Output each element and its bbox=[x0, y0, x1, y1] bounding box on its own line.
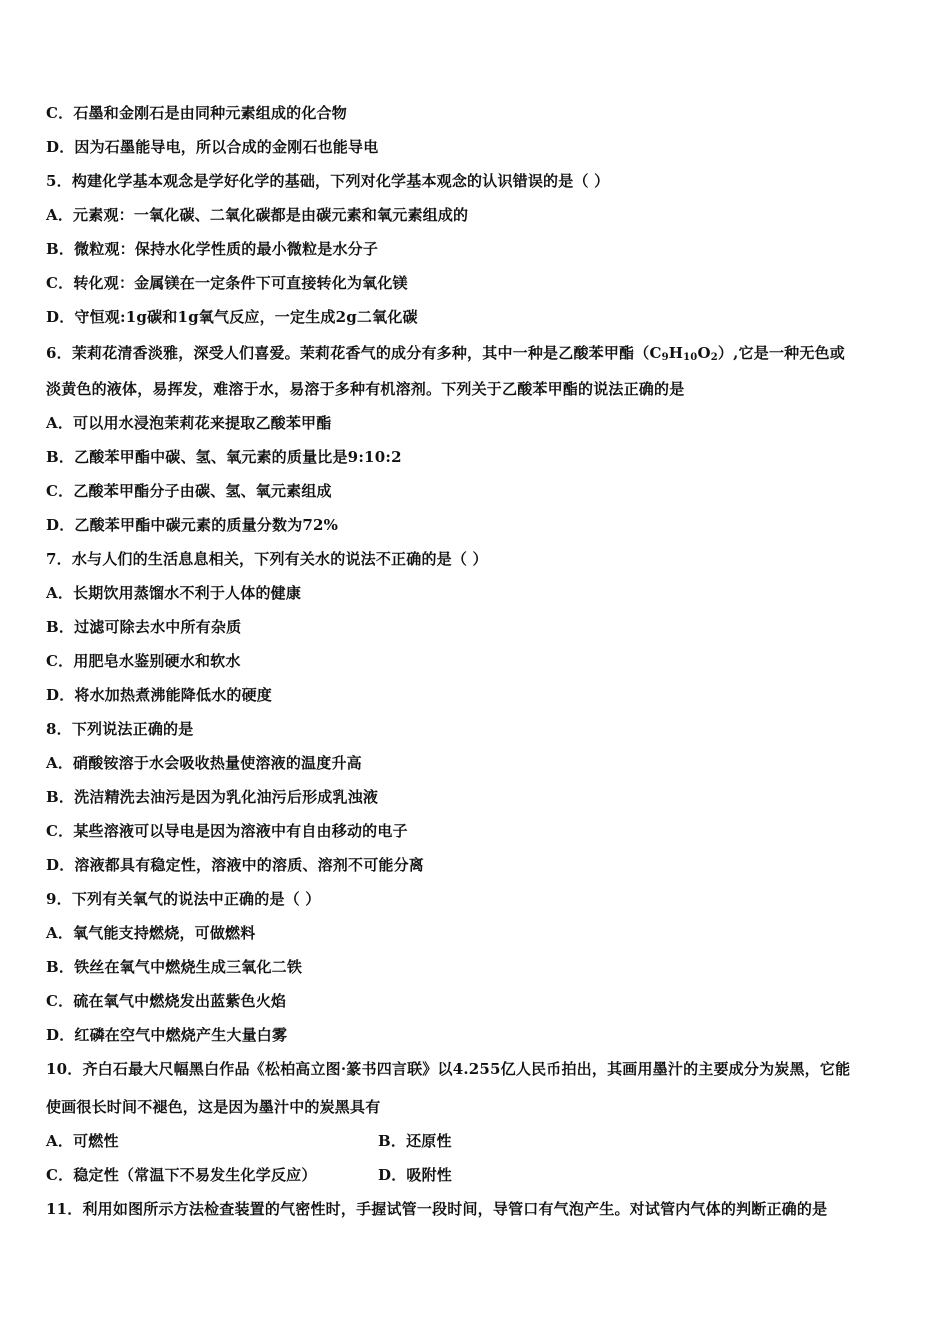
formula-h: H bbox=[668, 344, 684, 362]
q9-option-a: A．氧气能支持燃烧，可做燃料 bbox=[46, 924, 256, 942]
q6-option-d: D．乙酸苯甲酯中碳元素的质量分数为72% bbox=[46, 516, 339, 534]
q8-option-d: D．溶液都具有稳定性，溶液中的溶质、溶剂不可能分离 bbox=[46, 856, 425, 874]
formula-o: O bbox=[697, 344, 711, 362]
q9-option-d: D．红磷在空气中燃烧产生大量白雾 bbox=[46, 1026, 288, 1044]
formula-sub-2: 2 bbox=[710, 352, 718, 363]
q10-stem-line2: 使画很长时间不褪色，这是因为墨汁中的炭黑具有 bbox=[46, 1098, 381, 1116]
q7-option-a: A．长期饮用蒸馏水不利于人体的健康 bbox=[46, 584, 302, 602]
q4-option-d: D．因为石墨能导电，所以合成的金刚石也能导电 bbox=[46, 138, 379, 156]
q11-stem: 11．利用如图所示方法检查装置的气密性时，手握试管一段时间，导管口有气泡产生。对试管内气体的判断正确的是 bbox=[46, 1200, 828, 1218]
q5-stem: 5．构建化学基本观念是学好化学的基础，下列对化学基本观念的认识错误的是（ ） bbox=[46, 172, 610, 190]
q7-option-c: C．用肥皂水鉴别硬水和软水 bbox=[46, 652, 241, 670]
q5-option-b: B．微粒观：保持水化学性质的最小微粒是水分子 bbox=[46, 240, 379, 258]
q8-option-c: C．某些溶液可以导电是因为溶液中有自由移动的电子 bbox=[46, 822, 408, 840]
q10-stem-line1: 10．齐白石最大尺幅黑白作品《松柏高立图·篆书四言联》以4.255亿人民币拍出，其画用墨汁的主要成分为炭黑，它能 bbox=[46, 1060, 851, 1078]
formula-sub-9: 9 bbox=[661, 352, 669, 363]
q9-option-b: B．铁丝在氧气中燃烧生成三氧化二铁 bbox=[46, 958, 303, 976]
q7-option-d: D．将水加热煮沸能降低水的硬度 bbox=[46, 686, 273, 704]
q6-option-a: A．可以用水浸泡茉莉花来提取乙酸苯甲酯 bbox=[46, 414, 332, 432]
q7-stem: 7．水与人们的生活息息相关，下列有关水的说法不正确的是（ ） bbox=[46, 550, 488, 568]
q6-option-c: C．乙酸苯甲酯分子由碳、氢、氧元素组成 bbox=[46, 482, 332, 500]
q5-option-c: C．转化观：金属镁在一定条件下可直接转化为氧化镁 bbox=[46, 274, 408, 292]
q4-option-c: C．石墨和金刚石是由同种元素组成的化合物 bbox=[46, 104, 347, 122]
q9-option-c: C．硫在氧气中燃烧发出蓝紫色火焰 bbox=[46, 992, 287, 1010]
q7-option-b: B．过滤可除去水中所有杂质 bbox=[46, 618, 242, 636]
q10-option-c: C．稳定性（常温下不易发生化学反应） bbox=[46, 1166, 317, 1184]
q8-stem: 8．下列说法正确的是 bbox=[46, 720, 194, 738]
q6-stem-line1 bbox=[46, 342, 845, 363]
q6-option-b: B．乙酸苯甲酯中碳、氢、氧元素的质量比是9:10:2 bbox=[46, 448, 402, 466]
formula-sub-10: 10 bbox=[683, 352, 698, 363]
q6-stem-line2: 淡黄色的液体，易挥发，难溶于水，易溶于多种有机溶剂。下列关于乙酸苯甲酯的说法正确的是 bbox=[46, 380, 685, 398]
q5-option-a: A．元素观：一氧化碳、二氧化碳都是由碳元素和氧元素组成的 bbox=[46, 206, 469, 224]
q6-stem-tail: ）,它是一种无色或 bbox=[717, 344, 845, 362]
q8-option-b: B．洗洁精洗去油污是因为乳化油污后形成乳浊液 bbox=[46, 788, 379, 806]
q10-option-d: D．吸附性 bbox=[378, 1166, 453, 1184]
q10-option-a: A．可燃性 bbox=[46, 1132, 119, 1150]
q10-option-b: B．还原性 bbox=[378, 1132, 452, 1150]
q8-option-a: A．硝酸铵溶于水会吸收热量使溶液的温度升高 bbox=[46, 754, 362, 772]
q9-stem: 9．下列有关氧气的说法中正确的是（ ） bbox=[46, 890, 321, 908]
q6-stem-text: 6．茉莉花清香淡雅，深受人们喜爱。茉莉花香气的成分有多种，其中一种是乙酸苯甲酯（C bbox=[46, 344, 662, 362]
q5-option-d: D．守恒观:1g碳和1g氧气反应，一定生成2g二氧化碳 bbox=[46, 308, 418, 326]
